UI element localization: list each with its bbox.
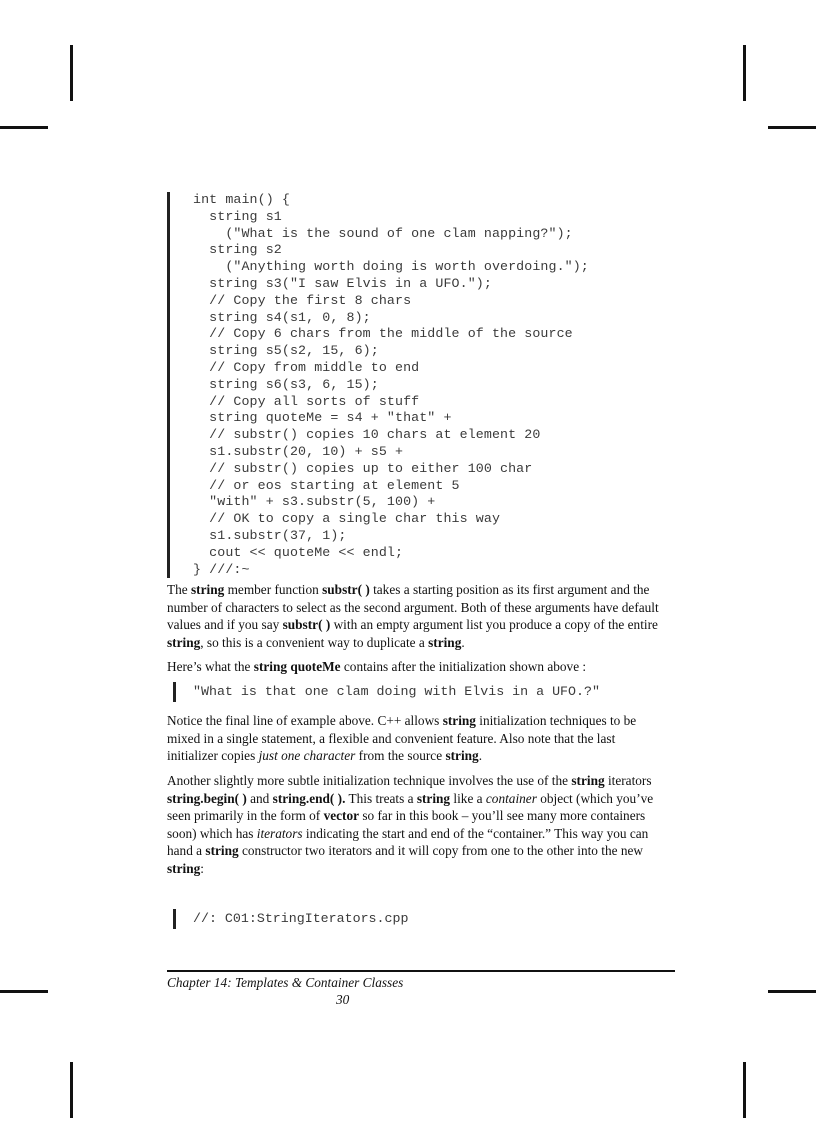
code-line: string quoteMe = s4 + "that" + <box>193 410 452 426</box>
code-line: cout << quoteMe << endl; <box>193 544 404 560</box>
code-line: s1.substr(20, 10) + s5 + <box>193 443 404 459</box>
code-line: // or eos starting at element 5 <box>193 477 460 493</box>
code-line: // Copy all sorts of stuff <box>193 393 420 409</box>
crop-mark-bottom-left-horizontal <box>0 990 48 993</box>
crop-mark-top-left-vertical <box>70 45 73 101</box>
footer-chapter-title: Chapter 14: Templates & Container Classes <box>167 975 404 990</box>
code-line: } ///:~ <box>193 561 250 577</box>
code-line: // Copy 6 chars from the middle of the source <box>193 326 573 342</box>
paragraph-final-line: Notice the final line of example above. C++ allows string initialization techniques to be mixed in a single statement, a flexible and convenient feature. Also note that the last initializer copies just one character from the source string. <box>167 713 637 763</box>
code-line: ("Anything worth doing is worth overdoing."); <box>193 259 589 275</box>
page-number: 30 <box>336 992 350 1007</box>
code-line: ("What is the sound of one clam napping?"); <box>193 225 573 241</box>
code-line: int main() { <box>193 192 290 207</box>
crop-mark-bottom-right-vertical <box>743 1062 746 1118</box>
code-line: // OK to copy a single char this way <box>193 511 501 527</box>
code-line: s1.substr(37, 1); <box>193 527 347 543</box>
code-line: // substr() copies 10 chars at element 20 <box>193 427 541 443</box>
code-line: string s4(s1, 0, 8); <box>193 309 371 325</box>
code-line: "with" + s3.substr(5, 100) + <box>193 494 436 510</box>
paragraph-quoteme: Here’s what the string quoteMe contains after the initialization shown above : <box>167 659 587 674</box>
code-line: // Copy from middle to end <box>193 359 420 375</box>
crop-mark-bottom-right-horizontal <box>768 990 816 993</box>
footer-rule <box>167 970 675 972</box>
code-line: string s6(s3, 6, 15); <box>193 376 379 392</box>
code-line: string s5(s2, 15, 6); <box>193 343 379 359</box>
paragraph-substr: The string member function substr( ) takes a starting position as its first argument and the number of characters to select as the second argument. Both of these arguments have default values and if you say substr( ) with an empty argument list you produce a copy of the entire string, so this is a convenient way to duplicate a string. <box>167 582 659 650</box>
code-line: string s1 <box>193 208 282 224</box>
crop-mark-bottom-left-vertical <box>70 1062 73 1118</box>
crop-mark-top-right-vertical <box>743 45 746 101</box>
crop-mark-top-left-horizontal <box>0 126 48 129</box>
code-line: // Copy the first 8 chars <box>193 292 412 308</box>
code-listing-start: //: C01:StringIterators.cpp <box>173 909 408 929</box>
paragraph-iterators: Another slightly more subtle initialization technique involves the use of the string iterators string.begin( ) and string.end( ). This treats a string like a container object (which you’ve seen primarily in the form of vector so far in this book – you’ll see many more containers soon) which has iterators indicating the start and end of the “container.” This way you can hand a string constructor two iterators and it will copy from one to the other into the new string: <box>167 773 654 876</box>
quote-output: "What is that one clam doing with Elvis in a UFO.?" <box>173 682 600 702</box>
code-listing <box>167 192 667 578</box>
code-line: string s3("I saw Elvis in a UFO."); <box>193 275 492 291</box>
crop-mark-top-right-horizontal <box>768 126 816 129</box>
code-line: // substr() copies up to either 100 char <box>193 460 533 476</box>
code-line: string s2 <box>193 242 282 258</box>
